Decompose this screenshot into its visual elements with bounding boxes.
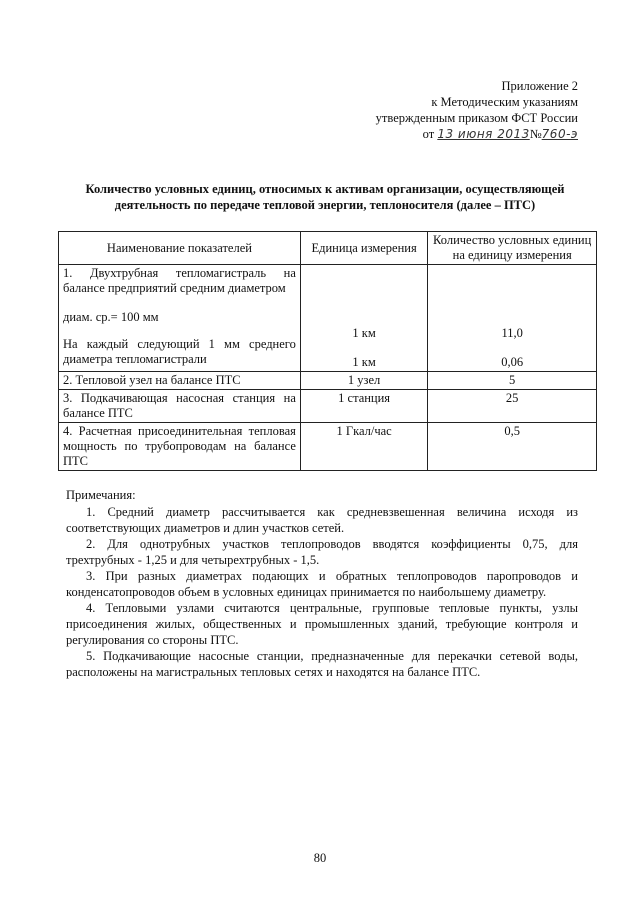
note-item: 1. Средний диаметр рассчитывается как средневзвешенная величина исходя из соответствующих диаметров и длин участков сетей. xyxy=(66,505,578,535)
appendix-date-line xyxy=(318,126,578,142)
notes-section xyxy=(66,487,578,680)
appendix-order: утвержденным приказом ФСТ России xyxy=(375,111,578,125)
row-name: 3. Подкачивающая насосная станция на балансе ПТС xyxy=(59,390,301,423)
row1-each-next: На каждый следующий 1 мм среднего диаметра тепломагистрали xyxy=(63,337,296,366)
appendix-reference: к Методическим указаниям xyxy=(431,95,578,109)
note-item: 3. При разных диаметрах подающих и обратных теплопроводов паропроводов и конденсатопроводов объем в условных единицах принимается по наибольшему диаметру. xyxy=(66,569,578,599)
row1-value-cell xyxy=(428,265,597,372)
indicators-table xyxy=(58,231,597,471)
header-indicator-name: Наименование показателей xyxy=(59,232,301,265)
appendix-date-prefix: от xyxy=(422,127,435,141)
table-header-row xyxy=(59,232,597,265)
row1-value-b: 11,0 xyxy=(501,326,523,340)
appendix-title: Приложение 2 xyxy=(501,79,578,93)
page-number: 80 xyxy=(313,851,327,865)
row-unit: 1 Гкал/час xyxy=(300,423,427,471)
row-value: 0,5 xyxy=(428,423,597,471)
row-value: 25 xyxy=(428,390,597,423)
row1-name-cell xyxy=(59,265,301,372)
table-row xyxy=(59,265,597,372)
table-row xyxy=(59,423,597,471)
row1-unit-b: 1 км xyxy=(352,326,376,340)
note-item: 5. Подкачивающие насосные станции, предназначенные для перекачки сетевой воды, расположены на магистральных тепловых сетях и находятся на балансе ПТС. xyxy=(66,649,578,679)
row-unit: 1 узел xyxy=(300,372,427,390)
row-value: 5 xyxy=(428,372,597,390)
table-row xyxy=(59,390,597,423)
row-unit: 1 станция xyxy=(300,390,427,423)
note-item: 4. Тепловыми узлами считаются центральные, групповые тепловые пункты, узлы присоединения жилых, общественных и промышленных зданий, требующие контроля и регулирования со стороны ПТС. xyxy=(66,601,578,647)
notes-heading: Примечания: xyxy=(66,488,136,502)
appendix-header xyxy=(318,78,578,142)
header-unit: Единица измерения xyxy=(300,232,427,265)
header-quantity: Количество условных единиц на единицу измерения xyxy=(428,232,597,265)
row1-value-c: 0,06 xyxy=(501,355,524,369)
table-row xyxy=(59,372,597,390)
appendix-number-sign: № xyxy=(529,127,542,141)
handwritten-date: 13 июня 2013 xyxy=(437,127,530,141)
note-item: 2. Для однотрубных участков теплопроводов вводятся коэффициенты 0,75, для трехтрубных - 1,25 и для четырехтрубных - 1,5. xyxy=(66,537,578,567)
row1-unit-cell xyxy=(300,265,427,372)
row1-unit-c: 1 км xyxy=(352,355,376,369)
row1-name: 1. Двухтрубная тепломагистраль на балансе предприятий средним диаметром xyxy=(63,266,296,295)
handwritten-number: 760-э xyxy=(541,127,578,141)
row-name: 2. Тепловой узел на балансе ПТС xyxy=(59,372,301,390)
row1-diameter: диам. ср.= 100 мм xyxy=(63,310,159,324)
row-name: 4. Расчетная присоединительная тепловая мощность по трубопроводам на балансе ПТС xyxy=(59,423,301,471)
document-title: Количество условных единиц, относимых к активам организации, осуществляющей деятельность по передаче тепловой энергии, теплоносителя (далее – ПТС) xyxy=(85,182,565,212)
